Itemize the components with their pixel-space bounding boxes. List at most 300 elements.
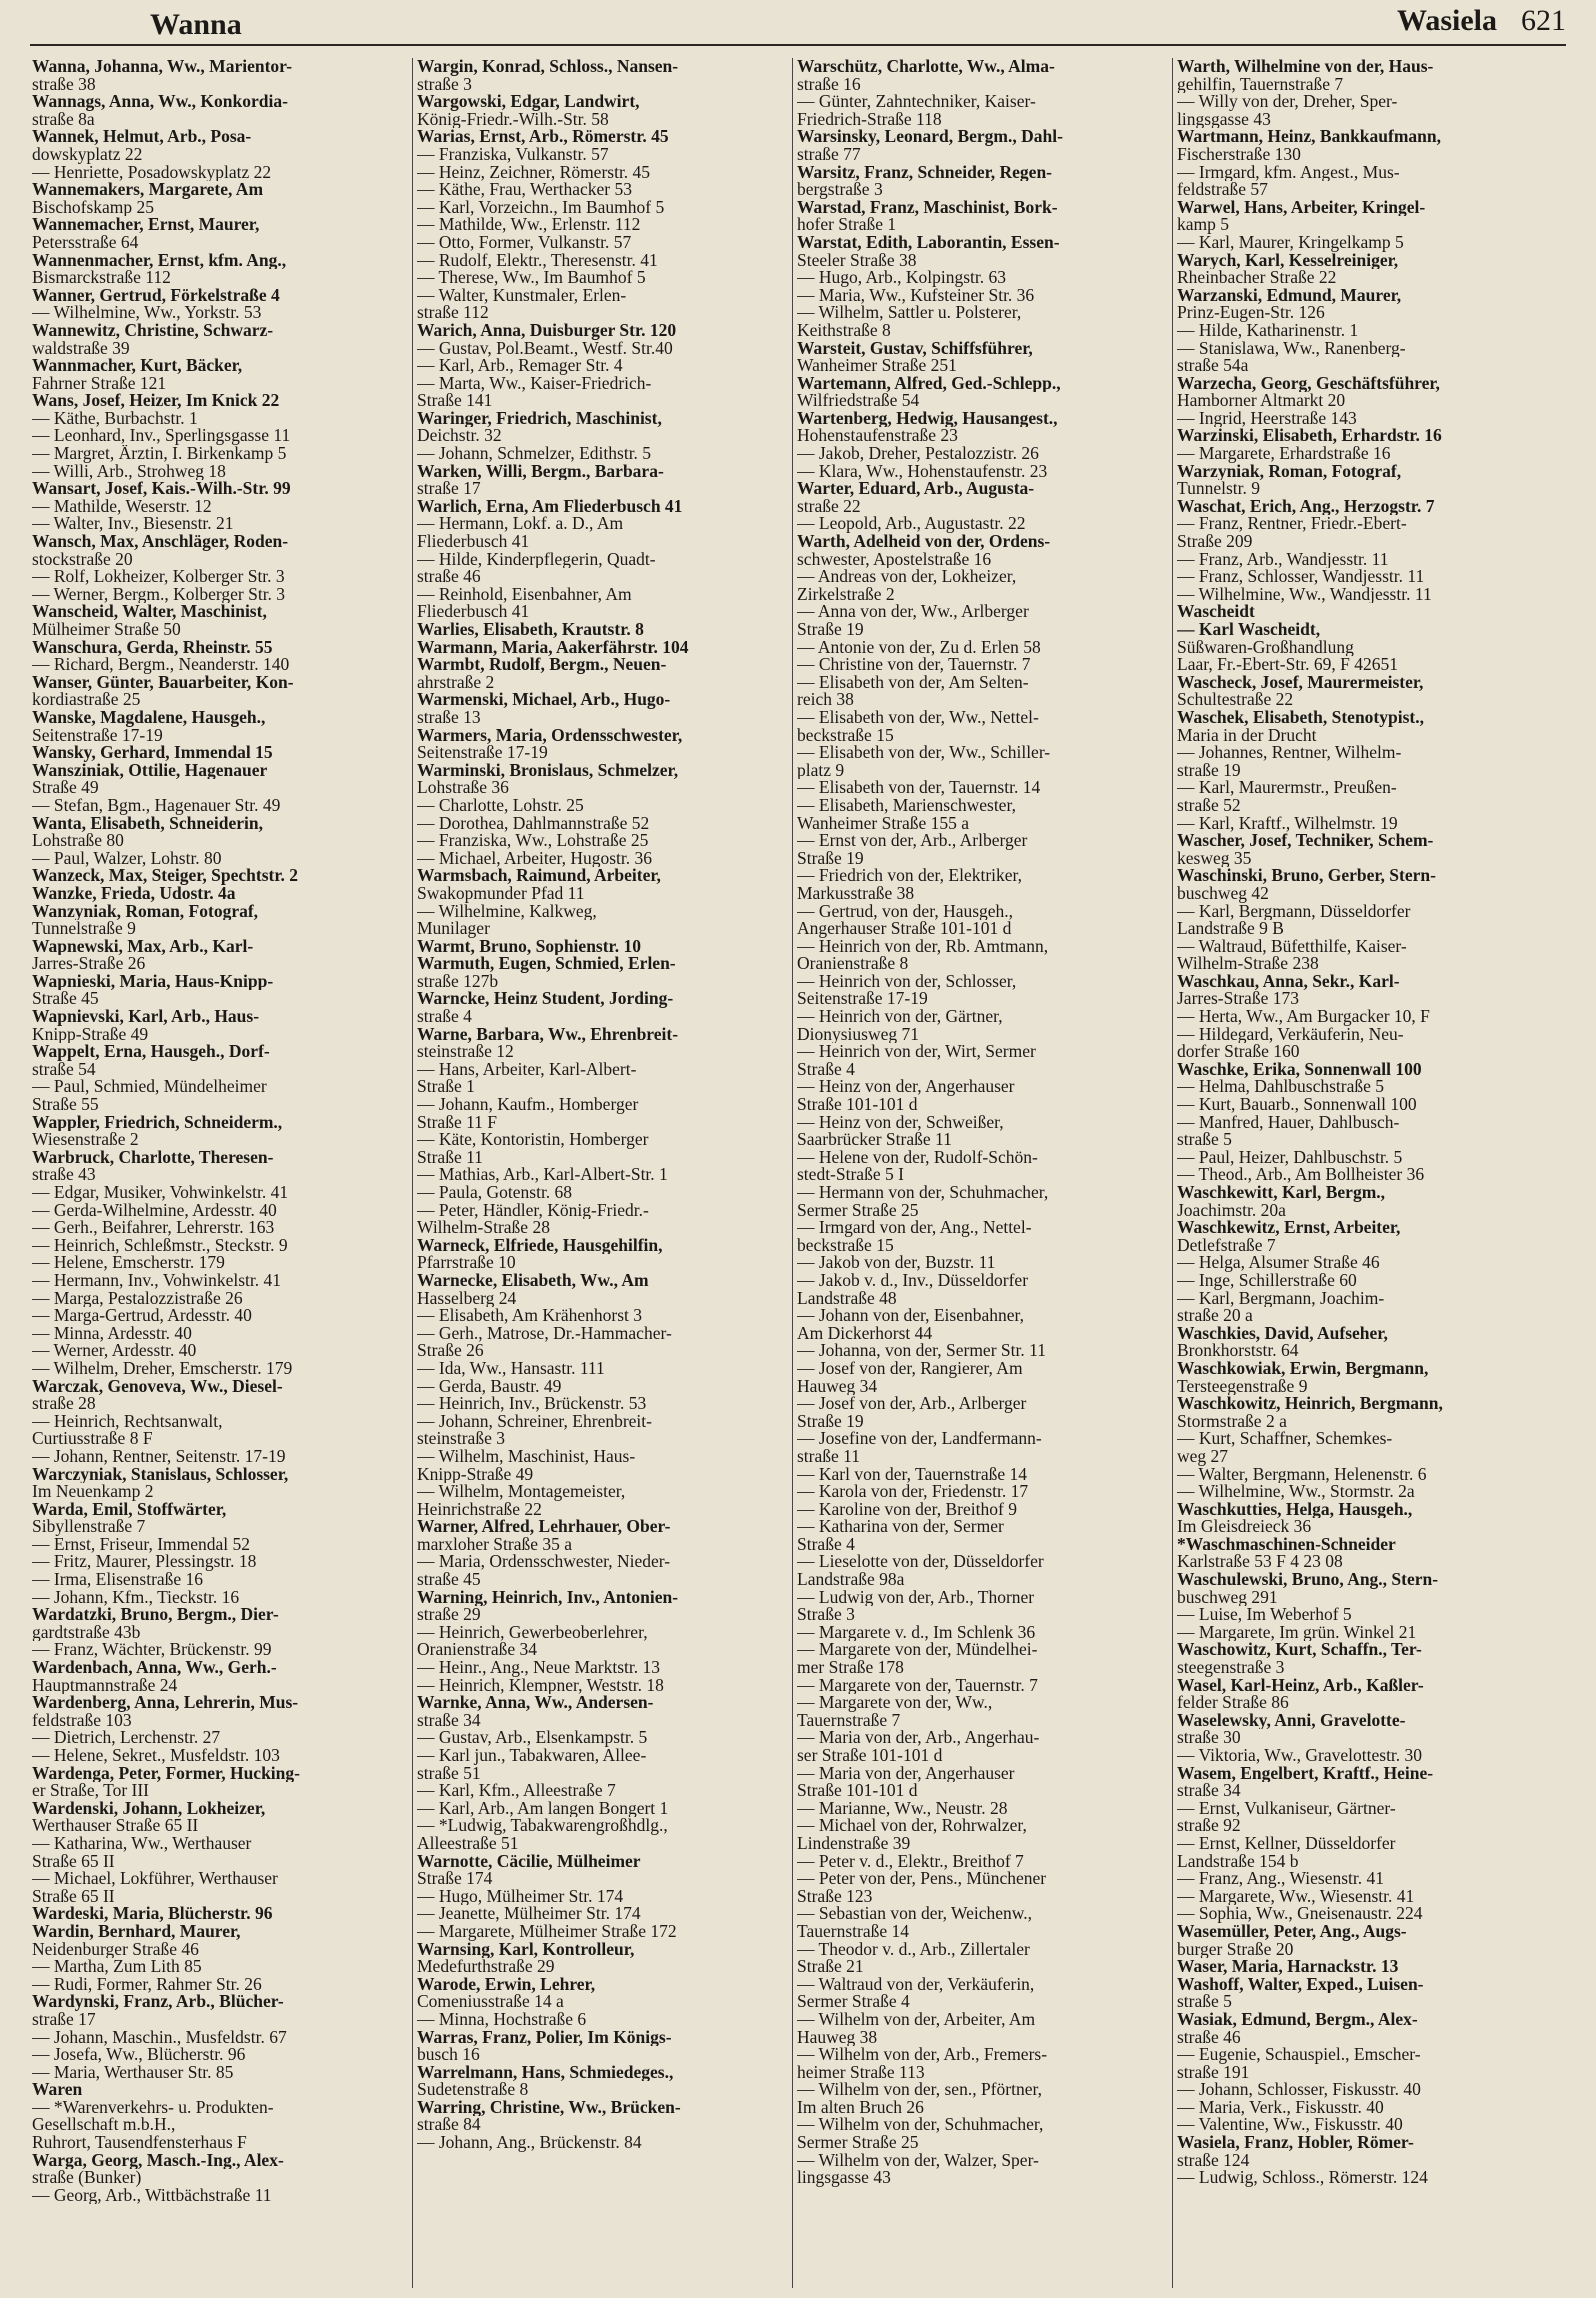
entry-line: — Johann, Rentner, Seitenstr. 17-19 [32, 1447, 286, 1466]
entry-heading: Wanscheid, Walter, Maschinist, [32, 603, 267, 621]
entry-line: — Karoline von der, Breithof 9 [797, 1500, 1017, 1519]
entry-heading: Wappler, Friedrich, Schneiderm., [32, 1113, 283, 1132]
entry-line: Markusstraße 38 [797, 884, 915, 903]
entry-line: — Marianne, Ww., Neustr. 28 [797, 1799, 1008, 1818]
entry-line: straße 92 [1177, 1817, 1241, 1835]
entry-heading: Wanzke, Frieda, Udostr. 4a [32, 884, 236, 903]
entry-heading: Waschkau, Anna, Sekr., Karl- [1177, 972, 1400, 991]
entry-heading: Wannemakers, Margarete, Am [32, 181, 264, 199]
entry-line: — Klara, Ww., Hohenstaufenstr. 23 [797, 462, 1048, 481]
entry-line: — Johanna, von der, Sermer Str. 11 [797, 1342, 1046, 1360]
entry-line: steinstraße 3 [417, 1430, 505, 1448]
entry-line: — Waltraud, Büfetthilfe, Kaiser- [1177, 937, 1407, 956]
entry-line: — Maria, Werthauser Str. 85 [32, 2063, 234, 2082]
entry-line: — Edgar, Musiker, Vohwinkelstr. 41 [32, 1184, 289, 1202]
entry-heading: Wargowski, Edgar, Landwirt, [417, 93, 640, 111]
entry-heading: Waschat, Erich, Ang., Herzogstr. 7 [1177, 497, 1435, 516]
entry-line: Hauptmannstraße 24 [32, 1676, 178, 1695]
entry-line: Angerhauser Straße 101-101 d [797, 920, 1012, 938]
entry-heading: Wardatzki, Bruno, Bergm., Dier- [32, 1606, 279, 1624]
entry-line: hofer Straße 1 [797, 216, 897, 234]
entry-line: — Johann, Schreiner, Ehrenbreit- [417, 1412, 652, 1431]
entry-line: Karlstraße 53 F 4 23 08 [1177, 1553, 1343, 1572]
entry-line: — Gerda, Baustr. 49 [417, 1377, 562, 1396]
entry-heading: Wanske, Magdalene, Hausgeh., [32, 708, 266, 727]
entry-heading: Waschkowitz, Heinrich, Bergmann, [1177, 1395, 1443, 1413]
entry-heading: Waser, Maria, Harnackstr. 13 [1177, 1958, 1399, 1976]
entry-line: straße 28 [32, 1395, 96, 1413]
entry-line: — Paul, Schmied, Mündelheimer [32, 1078, 267, 1097]
entry-line: Lohstraße 80 [32, 832, 124, 850]
entry-line: steegenstraße 3 [1177, 1659, 1285, 1677]
entry-heading: Wanschura, Gerda, Rheinstr. 55 [32, 638, 273, 657]
entry-line: — Rudolf, Elektr., Theresenstr. 41 [417, 251, 658, 270]
entry-line: Sermer Straße 25 [797, 1201, 919, 1220]
entry-line: straße 38 [32, 75, 96, 94]
entry-line: — *Warenverkehrs- u. Produkten- [32, 2098, 274, 2117]
entry-line: Landstraße 98a [797, 1571, 905, 1589]
entry-line: — Heinz von der, Schweißer, [797, 1113, 1004, 1132]
entry-line: Pfarrstraße 10 [417, 1254, 516, 1272]
entry-line: — Hugo, Arb., Kolpingstr. 63 [797, 269, 1007, 287]
entry-heading: *Waschmaschinen-Schneider [1177, 1535, 1396, 1554]
entry-line: Am Dickerhorst 44 [797, 1324, 933, 1343]
entry-heading: Wapnievski, Karl, Arb., Haus- [32, 1008, 260, 1026]
entry-line: Landstraße 48 [797, 1289, 897, 1308]
entry-line: — Karl, Arb., Remager Str. 4 [417, 357, 623, 375]
entry-line: heimer Straße 113 [797, 2063, 925, 2082]
page-header [30, 4, 1566, 46]
entry-line: Rheinbacher Straße 22 [1177, 269, 1337, 287]
entry-line: Wilhelm-Straße 238 [1177, 955, 1319, 973]
entry-line: — Mathilde, Ww., Erlenstr. 112 [417, 216, 641, 234]
entry-line: weg 27 [1177, 1447, 1229, 1466]
entry-line: straße 5 [1177, 1131, 1232, 1149]
column-1 [32, 58, 408, 2288]
entry-heading: Warias, Ernst, Arb., Römerstr. 45 [417, 128, 669, 146]
entry-line: schwester, Apostelstraße 16 [797, 550, 992, 569]
entry-line: — Josefine von der, Landfermann- [797, 1430, 1042, 1448]
entry-heading: Wardeski, Maria, Blücherstr. 96 [32, 1905, 273, 1923]
entry-line: waldstraße 39 [32, 339, 130, 358]
entry-line: — Johann, Schlosser, Fiskusstr. 40 [1177, 2081, 1421, 2099]
entry-line: — Gertrud, von der, Hausgeh., [797, 902, 1014, 921]
entry-heading: Warczak, Genoveva, Ww., Diesel- [32, 1377, 283, 1396]
entry-line: Petersstraße 64 [32, 233, 139, 252]
entry-line: straße 4 [417, 1008, 472, 1026]
entry-heading: Wanner, Gertrud, Förkelstraße 4 [32, 286, 280, 305]
entry-heading: Wascheck, Josef, Maurermeister, [1177, 673, 1424, 692]
entry-line: bergstraße 3 [797, 181, 883, 199]
entry-line: lingsgasse 43 [797, 2169, 891, 2187]
entry-line: — Hilde, Katharinenstr. 1 [1177, 321, 1359, 340]
entry-line: — Franziska, Ww., Lohstraße 25 [417, 832, 649, 850]
entry-line: Sermer Straße 4 [797, 1993, 910, 2011]
entry-line: — Marta, Ww., Kaiser-Friedrich- [417, 374, 652, 393]
entry-line: — Maria von der, Arb., Angerhau- [797, 1729, 1040, 1747]
entry-line: straße 34 [417, 1711, 481, 1730]
entry-line: — Elisabeth, Marienschwester, [797, 796, 1016, 815]
entry-line: — Margret, Ärztin, I. Birkenkamp 5 [32, 445, 287, 463]
entry-line: Werthauser Straße 65 II [32, 1817, 199, 1835]
entry-line: straße 34 [1177, 1782, 1241, 1800]
entry-line: — Franz, Arb., Wandjesstr. 11 [1177, 550, 1389, 569]
entry-line: straße 29 [417, 1606, 481, 1624]
entry-heading: Warstat, Edith, Laborantin, Essen- [797, 233, 1060, 252]
entry-line: — Werner, Bergm., Kolberger Str. 3 [32, 585, 286, 604]
entry-line: straße 11 [797, 1447, 861, 1466]
entry-line: — Ludwig, Schloss., Römerstr. 124 [1177, 2169, 1428, 2187]
entry-line: — Otto, Former, Vulkanstr. 57 [417, 233, 632, 252]
entry-line: Saarbrücker Straße 11 [797, 1131, 952, 1149]
entry-line: — Wilhelm, Sattler u. Polsterer, [797, 304, 1022, 322]
entry-heading: Wasiela, Franz, Hobler, Römer- [1177, 2134, 1414, 2152]
entry-heading: Warzanski, Edmund, Maurer, [1177, 286, 1402, 305]
entry-heading: Wans, Josef, Heizer, Im Knick 22 [32, 392, 280, 410]
entry-heading: Waringer, Friedrich, Maschinist, [417, 409, 662, 428]
entry-line: Schultestraße 22 [1177, 691, 1294, 709]
entry-heading: Wanzeck, Max, Steiger, Spechtstr. 2 [32, 867, 299, 885]
entry-line: — Minna, Ardesstr. 40 [32, 1324, 192, 1343]
entry-line: stockstraße 20 [32, 550, 133, 569]
entry-line: straße 52 [1177, 796, 1241, 815]
entry-line: — Karl, Vorzeichn., Im Baumhof 5 [417, 198, 665, 217]
entry-line: — Günter, Zahntechniker, Kaiser- [797, 93, 1036, 111]
entry-line: — Hermann, Inv., Vohwinkelstr. 41 [32, 1271, 282, 1290]
entry-line: — Karl, Maurermstr., Preußen- [1177, 779, 1397, 797]
entry-line: steinstraße 12 [417, 1043, 514, 1061]
entry-line: Tauernstraße 14 [797, 1922, 909, 1941]
entry-line: Heinrichstraße 22 [417, 1500, 542, 1519]
entry-line: — Ingrid, Heerstraße 143 [1177, 409, 1357, 428]
entry-line: — Gustav, Arb., Elsenkampstr. 5 [417, 1729, 648, 1747]
entry-line: — Heinrich, Inv., Brückenstr. 53 [417, 1395, 647, 1413]
entry-line: Straße 101-101 d [797, 1782, 918, 1800]
entry-line: — Elisabeth von der, Tauernstr. 14 [797, 779, 1041, 797]
entry-line: Straße 4 [797, 1535, 855, 1554]
entry-line: — Jakob, Dreher, Pestalozzistr. 26 [797, 445, 1039, 463]
entry-line: — Luise, Im Weberhof 5 [1177, 1606, 1352, 1624]
entry-heading: Wannenmacher, Ernst, kfm. Ang., [32, 251, 287, 270]
entry-line: — Elisabeth von der, Ww., Schiller- [797, 744, 1051, 762]
entry-line: straße 45 [417, 1571, 481, 1589]
entry-line: — Wilhelm von der, Walzer, Sper- [797, 2151, 1039, 2170]
entry-line: — Wilhelm von der, sen., Pförtner, [797, 2081, 1042, 2099]
entry-heading: Wannemacher, Ernst, Maurer, [32, 216, 260, 234]
entry-line: — Irmgard, kfm. Angest., Mus- [1177, 163, 1400, 182]
entry-line: Hohenstaufenstraße 23 [797, 427, 958, 446]
entry-line: straße 51 [417, 1764, 481, 1783]
entry-line: Straße 123 [797, 1887, 873, 1906]
entry-heading: Wappelt, Erna, Hausgeh., Dorf- [32, 1043, 270, 1061]
entry-line: — Theod., Arb., Am Bollheister 36 [1177, 1166, 1425, 1184]
entry-line: — Stanislawa, Ww., Ranenberg- [1177, 339, 1406, 358]
entry-line: — Jakob von der, Buzstr. 11 [797, 1254, 996, 1272]
entry-line: straße 54a [1177, 357, 1249, 375]
entry-heading: Warth, Wilhelmine von der, Haus- [1177, 58, 1434, 76]
entry-heading: Wardenga, Peter, Former, Hucking- [32, 1764, 300, 1783]
entry-line: burger Straße 20 [1177, 1940, 1294, 1959]
entry-heading: Warmbt, Rudolf, Bergm., Neuen- [417, 656, 667, 674]
entry-line: — Heinrich, Gewerbeoberlehrer, [417, 1623, 648, 1642]
header-first-entry: Wanna [150, 8, 242, 41]
entry-line: — Mathias, Arb., Karl-Albert-Str. 1 [417, 1166, 668, 1184]
entry-line: gehilfin, Tauernstraße 7 [1177, 75, 1344, 94]
entry-line: straße 16 [797, 75, 861, 94]
entry-line: — Wilhelmine, Ww., Stormstr. 2a [1177, 1483, 1415, 1501]
entry-line: — Walter, Inv., Biesenstr. 21 [32, 515, 234, 534]
entry-line: — *Ludwig, Tabakwarengroßhdlg., [417, 1817, 668, 1835]
entry-heading: Warzinski, Elisabeth, Erhardstr. 16 [1177, 427, 1442, 446]
entry-heading: Warken, Willi, Bergm., Barbara- [417, 462, 664, 481]
entry-line: — Christine von der, Tauernstr. 7 [797, 656, 1031, 674]
entry-heading: Wartenberg, Hedwig, Hausangest., [797, 409, 1058, 428]
entry-line: — Karl von der, Tauernstraße 14 [797, 1465, 1028, 1484]
entry-line: — Karl, Bergmann, Düsseldorfer [1177, 902, 1411, 921]
entry-line: Im Gleisdreieck 36 [1177, 1518, 1312, 1536]
entry-line: — Fritz, Maurer, Plessingstr. 18 [32, 1553, 257, 1572]
entry-line: — Maria, Verk., Fiskusstr. 40 [1177, 2098, 1384, 2117]
entry-line: Deichstr. 32 [417, 427, 502, 446]
entry-line: — Wilhelmine, Ww., Yorkstr. 53 [32, 304, 262, 322]
entry-line: straße 13 [417, 708, 481, 727]
entry-line: Laar, Fr.-Ebert-Str. 69, F 42651 [1177, 656, 1398, 674]
entry-heading: Wardin, Bernhard, Maurer, [32, 1922, 241, 1941]
entry-line: — Ludwig von der, Arb., Thorner [797, 1588, 1035, 1607]
entry-line: — Michael von der, Rohrwalzer, [797, 1817, 1027, 1835]
entry-heading: Warschütz, Charlotte, Ww., Alma- [797, 58, 1055, 76]
entry-heading: Warnke, Anna, Ww., Andersen- [417, 1694, 654, 1712]
entry-heading: Warzecha, Georg, Geschäftsführer, [1177, 374, 1440, 393]
entry-line: — Peter, Händler, König-Friedr.- [417, 1201, 649, 1220]
entry-heading: Wannewitz, Christine, Schwarz- [32, 321, 274, 340]
entry-line: Hauweg 38 [797, 2028, 878, 2047]
entry-line: — Michael, Arbeiter, Hugostr. 36 [417, 849, 653, 868]
entry-line: Straße 49 [32, 779, 99, 797]
entry-line: — Mathilde, Weserstr. 12 [32, 497, 212, 516]
entry-line: Lindenstraße 39 [797, 1834, 911, 1853]
entry-line: kordiastraße 25 [32, 691, 141, 709]
entry-line: — Elisabeth von der, Ww., Nettel- [797, 708, 1039, 727]
entry-line: Bismarckstraße 112 [32, 269, 171, 287]
entry-line: — Anna von der, Ww., Arlberger [797, 603, 1029, 621]
entry-line: Straße 141 [417, 392, 493, 410]
entry-line: — Ernst, Vulkaniseur, Gärtner- [1177, 1799, 1396, 1818]
entry-line: Straße 21 [797, 1958, 864, 1976]
entry-heading: Wanta, Elisabeth, Schneiderin, [32, 814, 263, 833]
entry-line: — Gustav, Pol.Beamt., Westf. Str.40 [417, 339, 673, 358]
entry-line: — Karl, Kfm., Alleestraße 7 [417, 1782, 616, 1800]
entry-line: — Willy von der, Dreher, Sper- [1177, 93, 1398, 111]
entry-line: — Walter, Kunstmaler, Erlen- [417, 286, 627, 305]
entry-line: — Manfred, Hauer, Dahlbusch- [1177, 1113, 1400, 1132]
entry-line: — Maria, Ordensschwester, Nieder- [417, 1553, 671, 1572]
entry-heading: Wasem, Engelbert, Kraftf., Heine- [1177, 1764, 1434, 1783]
entry-line: — Hans, Arbeiter, Karl-Albert- [417, 1060, 637, 1079]
entry-line: straße 19 [1177, 761, 1241, 780]
entry-line: Bischofskamp 25 [32, 198, 155, 217]
entry-heading: Warring, Christine, Ww., Brücken- [417, 2098, 681, 2117]
entry-line: Straße 209 [1177, 533, 1253, 551]
entry-heading: Warstad, Franz, Maschinist, Bork- [797, 198, 1058, 217]
entry-line: Straße 101-101 d [797, 1096, 918, 1114]
entry-line: Stormstraße 2 a [1177, 1412, 1287, 1431]
entry-line: Straße 4 [797, 1060, 855, 1079]
entry-line: — Karl, Arb., Am langen Bongert 1 [417, 1799, 669, 1818]
entry-heading: Wasiak, Edmund, Bergm., Alex- [1177, 2010, 1418, 2029]
entry-line: straße 46 [1177, 2028, 1241, 2047]
entry-heading: Warminski, Bronislaus, Schmelzer, [417, 761, 679, 780]
entry-heading: Waschkewitz, Ernst, Arbeiter, [1177, 1219, 1401, 1237]
entry-line: Zirkelstraße 2 [797, 585, 895, 604]
entry-line: Swakopmunder Pfad 11 [417, 884, 585, 903]
entry-heading: Wartemann, Alfred, Ged.-Schlepp., [797, 374, 1061, 393]
entry-line: Seitenstraße 17-19 [32, 726, 163, 745]
entry-line: — Elisabeth von der, Am Selten- [797, 673, 1029, 692]
entry-line: — Gerh., Matrose, Dr.-Hammacher- [417, 1324, 672, 1343]
entry-line: Neidenburger Straße 46 [32, 1940, 199, 1959]
entry-line: — Margarete von der, Tauernstr. 7 [797, 1676, 1038, 1695]
entry-line: kesweg 35 [1177, 849, 1252, 868]
entry-heading: Wansch, Max, Anschläger, Roden- [32, 533, 289, 551]
entry-line: — Leopold, Arb., Augustastr. 22 [797, 515, 1026, 534]
entry-heading: Warsteit, Gustav, Schiffsführer, [797, 339, 1033, 358]
entry-heading: Warsitz, Franz, Schneider, Regen- [797, 163, 1053, 182]
entry-heading: Waren [32, 2081, 83, 2099]
entry-line: Fliederbusch 41 [417, 533, 530, 551]
entry-line: Tauernstraße 7 [797, 1711, 901, 1730]
entry-line: — Ida, Ww., Hansastr. 111 [417, 1359, 605, 1378]
entry-line: — Stefan, Bgm., Hagenauer Str. 49 [32, 796, 281, 815]
entry-line: — Helga, Alsumer Straße 46 [1177, 1254, 1380, 1272]
entry-line: — Margarete, Mülheimer Straße 172 [417, 1922, 677, 1941]
entry-line: Alleestraße 51 [417, 1834, 519, 1853]
entry-heading: Waschinski, Bruno, Gerber, Stern- [1177, 867, 1436, 885]
entry-line: — Katharina von der, Sermer [797, 1518, 1004, 1536]
entry-line: — Katharina, Ww., Werthauser [32, 1834, 252, 1853]
entry-line: — Margarete von der, Mündelhei- [797, 1641, 1038, 1660]
entry-line: — Elisabeth, Am Krähenhorst 3 [417, 1307, 643, 1325]
entry-line: Straße 45 [32, 990, 99, 1009]
entry-line: — Antonie von der, Zu d. Erlen 58 [797, 638, 1041, 657]
entry-line: — Kurt, Bauarb., Sonnenwall 100 [1177, 1096, 1417, 1114]
entry-line: — Therese, Ww., Im Baumhof 5 [417, 269, 646, 287]
entry-heading: Warzyniak, Roman, Fotograf, [1177, 462, 1402, 481]
entry-line: — Heinrich von der, Gärtner, [797, 1008, 1003, 1026]
entry-heading: Warga, Georg, Masch.-Ing., Alex- [32, 2151, 284, 2170]
entry-line: Fischerstraße 130 [1177, 145, 1301, 164]
entry-line: straße (Bunker) [32, 2169, 142, 2187]
entry-line: — Lieselotte von der, Düsseldorfer [797, 1553, 1044, 1572]
entry-line: Medefurthstraße 29 [417, 1958, 555, 1976]
entry-line: Straße 26 [417, 1342, 484, 1360]
entry-line: Tunnelstraße 9 [32, 920, 136, 938]
entry-line: — Helma, Dahlbuschstraße 5 [1177, 1078, 1385, 1097]
entry-heading: Wascheidt [1177, 603, 1255, 621]
entry-line: Landstraße 9 B [1177, 920, 1284, 938]
entry-line: — Irmgard von der, Ang., Nettel- [797, 1219, 1032, 1237]
entry-heading: Warnotte, Cäcilie, Mülheimer [417, 1852, 641, 1871]
entry-line: marxloher Straße 35 a [417, 1535, 573, 1554]
entry-heading: Warncke, Heinz Student, Jording- [417, 990, 674, 1009]
entry-line: Sermer Straße 25 [797, 2134, 919, 2152]
entry-line: — Richard, Bergm., Neanderstr. 140 [32, 656, 290, 674]
entry-heading: Wascher, Josef, Techniker, Schem- [1177, 832, 1434, 850]
entry-heading: Warnecke, Elisabeth, Ww., Am [417, 1271, 649, 1290]
entry-heading: Warmuth, Eugen, Schmied, Erlen- [417, 955, 676, 973]
entry-heading: — Karl Wascheidt, [1177, 621, 1321, 639]
entry-line: Straße 65 II [32, 1887, 115, 1906]
entry-line: — Dorothea, Dahlmannstraße 52 [417, 814, 650, 833]
entry-line: — Heinz von der, Angerhauser [797, 1078, 1015, 1097]
entry-line: — Johann, Ang., Brückenstr. 84 [417, 2134, 642, 2152]
entry-line: — Kurt, Schaffner, Schemkes- [1177, 1430, 1393, 1448]
entry-heading: Warlich, Erna, Am Fliederbusch 41 [417, 497, 683, 516]
entry-heading: Wasel, Karl-Heinz, Arb., Kaßler- [1177, 1676, 1424, 1695]
entry-line: — Henriette, Posadowskyplatz 22 [32, 163, 272, 182]
entry-line: — Wilhelm von der, Schuhmacher, [797, 2116, 1044, 2135]
entry-heading: Wansky, Gerhard, Immendal 15 [32, 744, 273, 762]
entry-line: Ruhrort, Tausendfensterhaus F [32, 2134, 247, 2152]
entry-line: — Rudi, Former, Rahmer Str. 26 [32, 1975, 262, 1994]
entry-line: — Gerda-Wilhelmine, Ardesstr. 40 [32, 1201, 277, 1220]
entry-line: — Gerh., Beifahrer, Lehrerstr. 163 [32, 1219, 275, 1237]
entry-heading: Warning, Heinrich, Inv., Antonien- [417, 1588, 679, 1607]
entry-line: — Heinr., Ang., Neue Marktstr. 13 [417, 1659, 661, 1677]
entry-heading: Warras, Franz, Polier, Im Königs- [417, 2028, 672, 2047]
entry-line: — Helene, Emscherstr. 179 [32, 1254, 225, 1272]
entry-line: — Johannes, Rentner, Wilhelm- [1177, 744, 1402, 762]
entry-line: straße 43 [32, 1166, 96, 1184]
entry-line: — Irma, Elisenstraße 16 [32, 1571, 204, 1589]
entry-heading: Warnsing, Karl, Kontrolleur, [417, 1940, 635, 1959]
entry-heading: Warda, Emil, Stoffwärter, [32, 1500, 227, 1519]
entry-line: Jarres-Straße 173 [1177, 990, 1299, 1009]
entry-line: — Heinrich, Klempner, Weststr. 18 [417, 1676, 664, 1695]
entry-line: beckstraße 15 [797, 1236, 894, 1255]
entry-line: Hauweg 34 [797, 1377, 878, 1396]
entry-heading: Waschek, Elisabeth, Stenotypist., [1177, 708, 1424, 727]
entry-line: — Franziska, Vulkanstr. 57 [417, 145, 609, 164]
entry-line: — Heinrich, Rechtsanwalt, [32, 1412, 223, 1431]
entry-line: — Herta, Ww., Am Burgacker 10, F [1177, 1008, 1430, 1026]
entry-heading: Warth, Adelheid von der, Ordens- [797, 533, 1051, 551]
entry-heading: Wannmacher, Kurt, Bäcker, [32, 357, 243, 375]
entry-line: — Martha, Zum Lith 85 [32, 1958, 202, 1976]
entry-line: Straße 1 [417, 1078, 475, 1097]
entry-line: — Hilde, Kinderpflegerin, Quadt- [417, 550, 656, 569]
entry-line: — Inge, Schillerstraße 60 [1177, 1271, 1357, 1290]
header-last-entry-block [1397, 4, 1566, 38]
entry-line: Wilfriedstraße 54 [797, 392, 920, 410]
entry-line: — Wilhelm, Montagemeister, [417, 1483, 626, 1501]
entry-line: — Marga-Gertrud, Ardesstr. 40 [32, 1307, 252, 1325]
entry-line: — Reinhold, Eisenbahner, Am [417, 585, 632, 604]
entry-line: Wiesenstraße 2 [32, 1131, 139, 1149]
entry-line: Comeniusstraße 14 a [417, 1993, 564, 2011]
entry-line: Knipp-Straße 49 [32, 1025, 149, 1044]
entry-line: straße 30 [1177, 1729, 1241, 1747]
entry-line: Wanheimer Straße 155 a [797, 814, 970, 833]
entry-line: gardtstraße 43b [32, 1623, 141, 1642]
entry-line: Munilager [417, 920, 490, 938]
entry-heading: Wasemüller, Peter, Ang., Augs- [1177, 1922, 1407, 1941]
entry-heading: Wardenbach, Anna, Ww., Gerh.- [32, 1659, 277, 1677]
entry-line: Hamborner Altmarkt 20 [1177, 392, 1346, 410]
page-number: 621 [1521, 4, 1566, 37]
entry-heading: Warmers, Maria, Ordensschwester, [417, 726, 683, 745]
entry-line: — Theodor v. d., Arb., Zillertaler [797, 1940, 1030, 1959]
